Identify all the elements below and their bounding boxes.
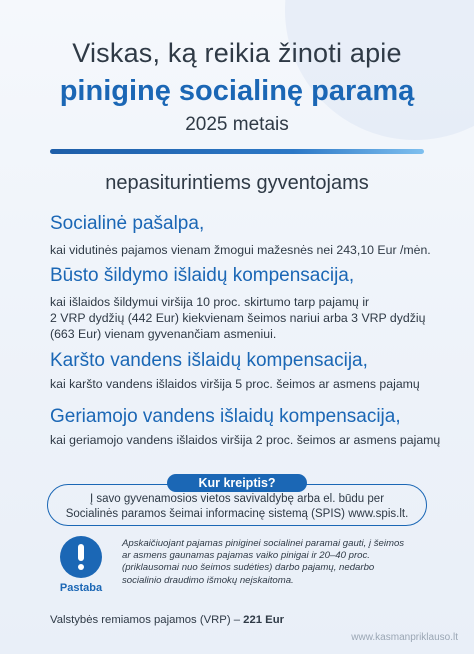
note-line: ar asmens gaunamas pajamas vaiko pinigai ir 20–40 proc.	[122, 550, 370, 562]
note-text	[122, 538, 422, 587]
title-line-2: piniginę socialinę paramą	[59, 75, 415, 107]
section-text-hot-water-compensation	[50, 376, 450, 392]
note-line: (priklausomai nuo šeimos sudėties) darbo pajamų, nedarbo	[122, 562, 375, 574]
note-line: Apskaičiuojant pajamas piniginei socialinei paramai gauti, į šeimos	[122, 538, 405, 549]
section-title-heating-compensation: Būsto šildymo išlaidų kompensacija,	[50, 265, 355, 286]
section-line: 2 VRP dydžių (442 Eur) kiekvienam šeimos nariui arba 3 VRP dydžių	[50, 311, 426, 325]
title-divider	[50, 149, 424, 154]
year-line: 2025 metais	[185, 114, 289, 135]
note-line: socialinio draudimo išmokų neįskaitoma.	[122, 574, 294, 586]
where-line-2[interactable]: Socialinės paramos šeimai informacinę sistemą (SPIS) www.spis.lt.	[65, 508, 409, 520]
section-text-drinking-water-compensation	[50, 432, 450, 448]
exclamation-icon	[60, 536, 102, 578]
section-line: kai karšto vandens išlaidos viršija 5 proc. šeimos ar asmens pajamų	[50, 377, 420, 391]
section-title-drinking-water-compensation: Geriamojo vandens išlaidų kompensacija,	[50, 406, 401, 427]
section-line: (663 Eur) vienam gyvenančiam asmeniui.	[50, 327, 277, 341]
audience-subtitle: nepasiturintiems gyventojams	[105, 172, 369, 194]
section-line: kai vidutinės pajamos vienam žmogui mažesnės nei 243,10 Eur /mėn.	[50, 243, 431, 257]
section-text-heating-compensation	[50, 294, 450, 342]
section-title-social-benefit: Socialinė pašalpa,	[50, 213, 205, 234]
where-line-1: Į savo gyvenamosios vietos savivaldybę arba el. būdu per	[89, 493, 385, 505]
section-title-hot-water-compensation: Karšto vandens išlaidų kompensacija,	[50, 350, 368, 371]
vrp-value: 221 Eur	[243, 614, 284, 626]
section-text-social-benefit	[50, 242, 450, 258]
where-to-apply-title: Kur kreiptis?	[167, 474, 307, 492]
section-line: kai išlaidos šildymui viršija 10 proc. skirtumo tarp pajamų ir	[50, 295, 370, 309]
note-label: Pastaba	[59, 582, 103, 594]
section-line: kai geriamojo vandens išlaidos viršija 2 proc. šeimos ar asmens pajamų	[50, 433, 441, 447]
title-line-1: Viskas, ką reikia žinoti apie	[72, 38, 402, 68]
where-to-apply-text	[52, 492, 422, 522]
website-link[interactable]: www.kasmanpriklauso.lt	[351, 632, 458, 643]
vrp-label: Valstybės remiamos pajamos (VRP) –	[50, 614, 241, 626]
vrp-info	[50, 614, 284, 626]
